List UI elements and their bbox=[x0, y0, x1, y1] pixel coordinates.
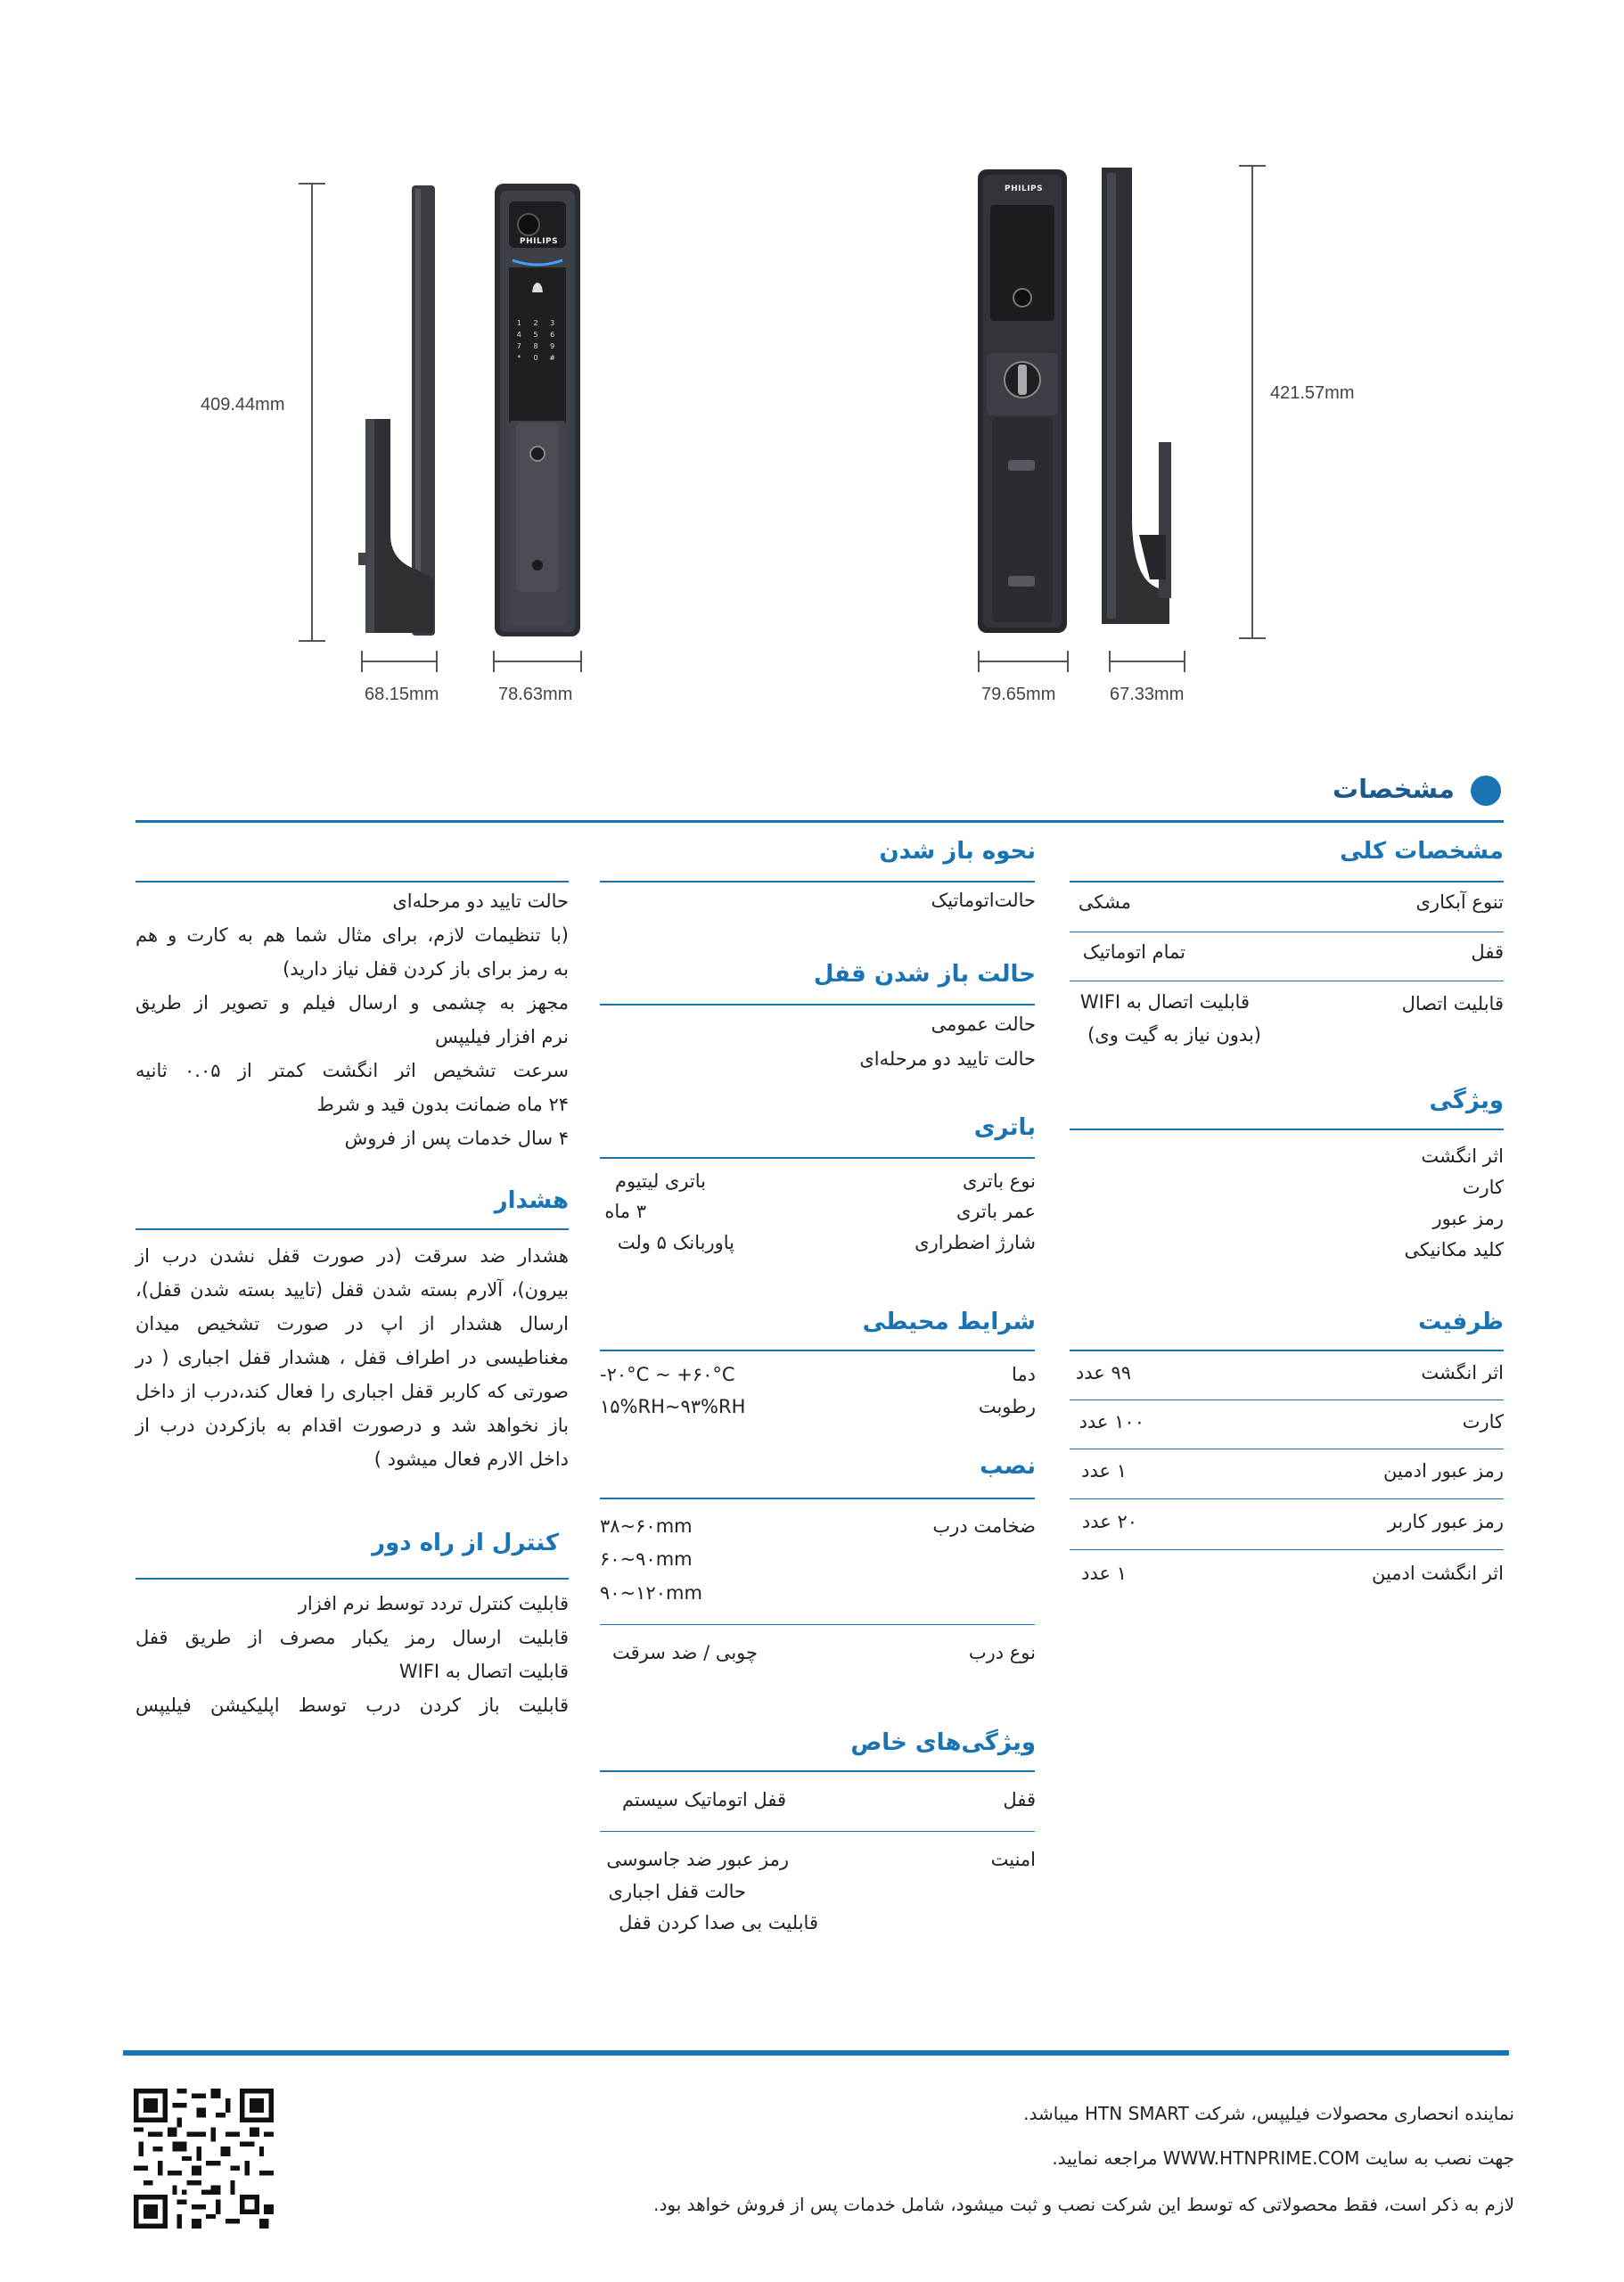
battery-value: ۳ ماه bbox=[604, 1201, 646, 1222]
spec-label: قابلیت اتصال bbox=[1401, 993, 1504, 1014]
install-rule bbox=[600, 1498, 1035, 1499]
alarm-text: هشدار ضد سرقت (در صورت قفل نشدن درب از بیرون)، آلارم بسته شدن قفل (تایید بسته شدن قفل)، ارسال هشدار از اپ در صورت تشخیص میدان مغناطیسی در اطراف قفل ، هشدار قفل اجباری ( در صورتی که کاربر قفل اجباری را فعال کند،درب از داخل باز نخواهد شد و درصورت اقدام به بازکردن درب از داخل الارم فعال میشود ) bbox=[135, 1245, 569, 1470]
spec-label: قفل bbox=[1471, 941, 1504, 963]
unlock-mode-item: حالت تایید دو مرحله‌ای bbox=[859, 1048, 1036, 1070]
left-column-list bbox=[135, 884, 569, 1155]
capacity-value: ۹۹ عدد bbox=[1075, 1362, 1131, 1383]
left-front-view bbox=[493, 182, 582, 641]
keypad-key: 3 bbox=[550, 319, 555, 327]
install-thickness-value: ۶۰~۹۰mm bbox=[600, 1548, 693, 1570]
section-title: مشخصات bbox=[1333, 774, 1455, 804]
remote-control-rule bbox=[135, 1578, 569, 1580]
battery-value: پاوربانک ۵ ولت bbox=[617, 1232, 734, 1253]
left-line: به رمز برای باز کردن قفل نیاز دارید) bbox=[283, 958, 569, 980]
feature-item: رمز عبور bbox=[1432, 1208, 1504, 1229]
capacity-label: اثر انگشت bbox=[1421, 1362, 1504, 1383]
remote-item: قابلیت باز کردن درب توسط اپلیکیشن فیلیپس bbox=[135, 1695, 569, 1716]
right-front-view bbox=[974, 166, 1072, 638]
keypad-key: 2 bbox=[533, 319, 538, 327]
keypad-key: 0 bbox=[533, 354, 538, 362]
environment-value: ۱۵%RH~۹۳%RH bbox=[600, 1396, 746, 1417]
install-thickness-value: ۹۰~۱۲۰mm bbox=[600, 1582, 702, 1604]
install-door-value: چوبی / ضد سرقت bbox=[612, 1642, 758, 1663]
right-side-view bbox=[1096, 160, 1194, 637]
battery-rule bbox=[600, 1157, 1035, 1159]
divider bbox=[600, 1831, 1035, 1832]
special-security-value: حالت قفل اجباری bbox=[608, 1881, 746, 1902]
install-title: نصب bbox=[980, 1453, 1036, 1480]
keypad-key: 7 bbox=[516, 342, 521, 350]
battery-value: باتری لیتیوم bbox=[614, 1170, 706, 1192]
feature-item: اثر انگشت bbox=[1421, 1145, 1504, 1167]
keypad-key: # bbox=[549, 354, 555, 362]
environment-label: دما bbox=[1012, 1364, 1036, 1385]
general-specs-rule bbox=[1070, 881, 1504, 882]
general-specs-title: مشخصات کلی bbox=[1340, 838, 1504, 865]
features-title: ویژگی bbox=[1429, 1088, 1504, 1114]
product-drawings bbox=[0, 0, 1624, 731]
battery-label: نوع باتری bbox=[962, 1170, 1036, 1192]
battery-title: باتری bbox=[973, 1114, 1036, 1141]
install-thickness-value: ۳۸~۶۰mm bbox=[600, 1515, 693, 1537]
left-line: نرم افزار فیلیپس bbox=[435, 1026, 569, 1047]
left-column-top-rule bbox=[135, 881, 569, 882]
install-thickness-label: ضخامت درب bbox=[932, 1515, 1036, 1537]
environment-rule bbox=[600, 1350, 1035, 1351]
capacity-value: ۱ عدد bbox=[1081, 1563, 1127, 1584]
divider bbox=[600, 1624, 1035, 1625]
footer-rule bbox=[123, 2050, 1509, 2056]
left-width-dimension-front bbox=[493, 651, 582, 672]
special-security-value: قابلیت بی صدا کردن قفل bbox=[619, 1912, 818, 1933]
left-line: مجهز به چشمی و ارسال فیلم و تصویر از طریق bbox=[135, 992, 569, 1014]
environment-title: شرایط محیطی bbox=[862, 1309, 1036, 1335]
remote-item: قابلیت ارسال رمز یکبار مصرف از طریق قفل bbox=[135, 1627, 569, 1648]
left-height-label: 409.44mm bbox=[201, 395, 285, 415]
capacity-label: کارت bbox=[1462, 1411, 1504, 1432]
spec-value-note: (بدون نیاز به گیت وی) bbox=[1087, 1024, 1261, 1046]
feature-item: کلید مکانیکی bbox=[1404, 1239, 1504, 1260]
keypad-key: 8 bbox=[533, 342, 538, 350]
left-line: حالت تایید دو مرحله‌ای bbox=[392, 891, 569, 912]
left-brand-logo: PHILIPS bbox=[520, 237, 559, 246]
section-title-rule bbox=[135, 820, 1504, 823]
remote-control-title: کنترل از راه دور bbox=[372, 1530, 559, 1556]
special-lock-label: قفل bbox=[1003, 1789, 1036, 1810]
left-line: (با تنظیمات لازم، برای مثال شما هم به کارت و هم bbox=[135, 924, 569, 946]
right-width-front-label: 79.65mm bbox=[981, 685, 1056, 704]
keypad-key: 6 bbox=[550, 331, 555, 339]
features-rule bbox=[1070, 1129, 1504, 1130]
capacity-label: اثر انگشت ادمین bbox=[1371, 1563, 1504, 1584]
environment-label: رطوبت bbox=[978, 1396, 1036, 1417]
special-features-rule bbox=[600, 1770, 1035, 1772]
capacity-label: رمز عبور ادمین bbox=[1383, 1460, 1504, 1482]
right-height-dimension bbox=[1239, 165, 1266, 639]
alarm-title: هشدار bbox=[494, 1187, 569, 1214]
feature-item: کارت bbox=[1462, 1177, 1504, 1198]
left-side-view bbox=[348, 178, 446, 642]
right-height-label: 421.57mm bbox=[1270, 383, 1355, 403]
keypad-key: 9 bbox=[550, 342, 555, 350]
install-door-label: نوع درب bbox=[968, 1642, 1036, 1663]
qr-code bbox=[134, 2089, 274, 2229]
open-method-rule bbox=[600, 881, 1035, 882]
spec-value: قابلیت اتصال به WIFI bbox=[1079, 991, 1250, 1013]
left-line: ۲۴ ماه ضمانت بدون قید و شرط bbox=[316, 1094, 569, 1115]
left-line: سرعت تشخیص اثر انگشت کمتر از ۰.۰۵ ثانیه bbox=[135, 1060, 569, 1081]
capacity-label: رمز عبور کاربر bbox=[1387, 1511, 1504, 1532]
divider bbox=[1070, 1498, 1504, 1499]
right-brand-logo: PHILIPS bbox=[1005, 185, 1044, 193]
section-title-dot bbox=[1471, 776, 1501, 806]
spec-value: مشکی bbox=[1078, 891, 1131, 913]
left-line: ۴ سال خدمات پس از فروش bbox=[344, 1128, 569, 1149]
battery-label: شارژ اضطراری bbox=[915, 1232, 1036, 1253]
left-keypad bbox=[511, 319, 561, 362]
keypad-key: 5 bbox=[533, 331, 538, 339]
keypad-key: * bbox=[517, 354, 521, 362]
alarm-rule bbox=[135, 1228, 569, 1230]
capacity-value: ۱۰۰ عدد bbox=[1079, 1411, 1144, 1432]
unlock-mode-rule bbox=[600, 1004, 1035, 1006]
left-height-dimension bbox=[299, 183, 325, 642]
battery-label: عمر باتری bbox=[956, 1201, 1036, 1222]
keypad-key: 4 bbox=[516, 331, 521, 339]
right-width-dimension-side bbox=[1109, 651, 1185, 672]
open-method-value: حالت‌اتوماتیک bbox=[931, 890, 1036, 911]
right-width-dimension-front bbox=[978, 651, 1069, 672]
special-lock-value: قفل اتوماتیک سیستم bbox=[621, 1789, 786, 1810]
spec-value: تمام اتوماتیک bbox=[1082, 941, 1185, 963]
special-security-label: امنیت bbox=[990, 1849, 1036, 1870]
capacity-value: ۲۰ عدد bbox=[1081, 1511, 1137, 1532]
special-features-title: ویژگی‌های خاص bbox=[850, 1729, 1036, 1756]
keypad-key: 1 bbox=[516, 319, 521, 327]
right-width-side-label: 67.33mm bbox=[1110, 685, 1185, 704]
footer-line: جهت نصب به سایت WWW.HTNPRIME.COM مراجعه نمایید. bbox=[1052, 2147, 1514, 2169]
special-security-value: رمز عبور ضد جاسوسی bbox=[606, 1849, 789, 1870]
left-width-side-label: 68.15mm bbox=[365, 685, 439, 704]
footer-line: نماینده انحصاری محصولات فیلیپس، شرکت HTN SMART میباشد. bbox=[1023, 2103, 1514, 2124]
capacity-value: ۱ عدد bbox=[1081, 1460, 1127, 1482]
capacity-rule bbox=[1070, 1350, 1504, 1351]
left-width-dimension-side bbox=[361, 651, 438, 672]
unlock-mode-item: حالت عمومی bbox=[931, 1014, 1036, 1035]
remote-item: قابلیت کنترل تردد توسط نرم افزار bbox=[298, 1593, 569, 1614]
spec-label: تنوع آبکاری bbox=[1415, 891, 1504, 913]
capacity-title: ظرفیت bbox=[1418, 1309, 1504, 1335]
left-width-front-label: 78.63mm bbox=[498, 685, 573, 704]
environment-value: -۲۰°C ~ +۶۰°C bbox=[600, 1364, 735, 1385]
unlock-mode-title: حالت باز شدن قفل bbox=[813, 961, 1036, 988]
remote-item: قابلیت اتصال به WIFI bbox=[398, 1661, 569, 1682]
open-method-title: نحوه باز شدن bbox=[879, 838, 1036, 865]
divider bbox=[1070, 1549, 1504, 1550]
remote-control-list bbox=[135, 1587, 569, 1722]
footer-line: لازم به ذکر است، فقط محصولاتی که توسط این شرکت نصب و ثبت میشود، شامل خدمات پس از فروش خواهد بود. bbox=[653, 2194, 1514, 2215]
